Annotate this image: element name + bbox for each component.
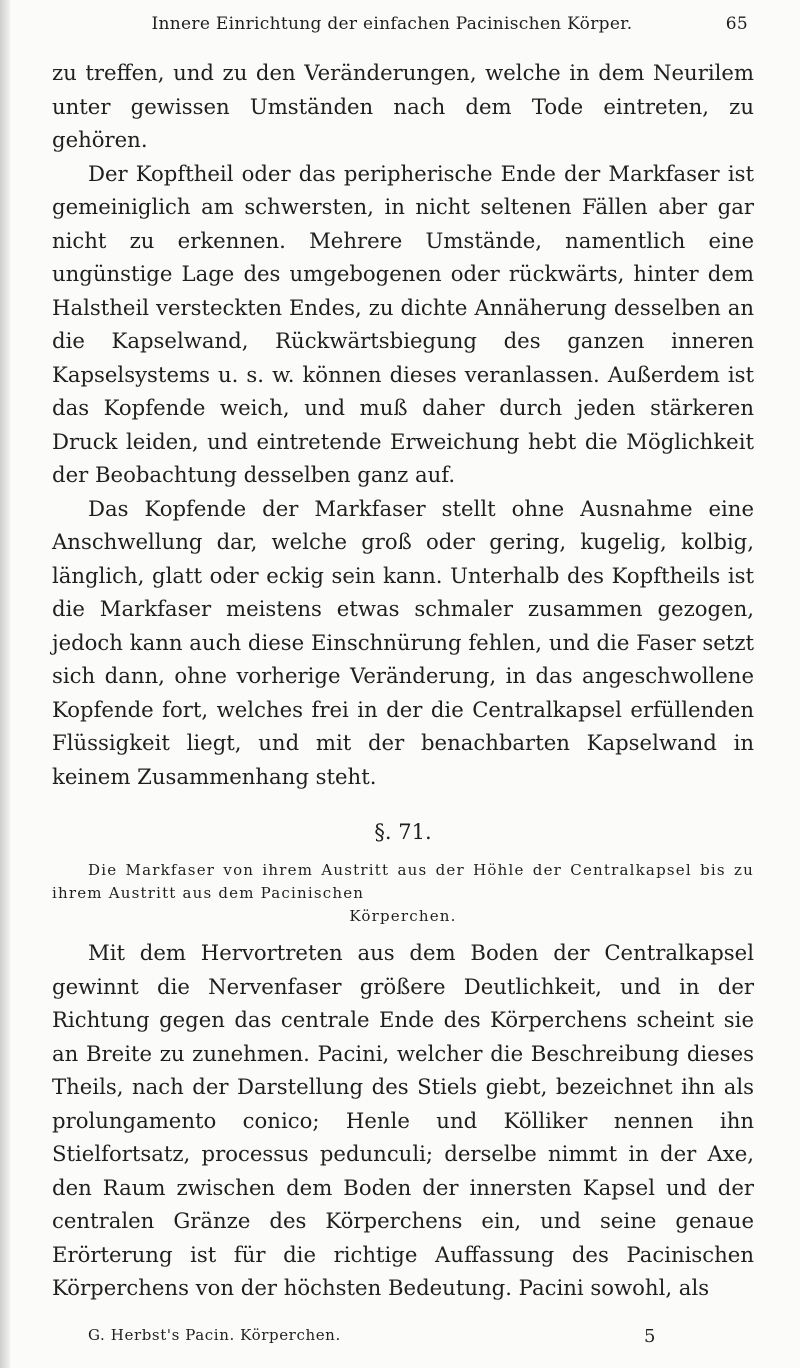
main-text — [52, 56, 754, 1305]
signature-line: G. Herbst's Pacin. Körperchen. — [88, 1326, 341, 1344]
section-summary-end: Körperchen. — [349, 907, 457, 925]
page-binding-shadow — [0, 0, 10, 1368]
signature-number: 5 — [643, 1326, 656, 1347]
section-summary-text: Die Markfaser von ihrem Austritt aus der Höhle der Centralkapsel bis zu ihrem Austritt aus dem Pacinischen — [52, 861, 754, 902]
section-summary — [52, 859, 754, 928]
page-number: 65 — [725, 14, 748, 34]
section-number: §. 71. — [374, 820, 432, 844]
section-paragraph: Mit dem Hervortreten aus dem Boden der Centralkapsel gewinnt die Nervenfaser größere Deutlichkeit, und in der Richtung gegen das centrale Ende des Körperchens scheint sie an Breite zu zunehmen. Pacini, welcher die Beschreibung dieses Theils, nach der Darstellung des Stiels giebt, bezeichnet ihn als prolungamento conico; Henle und Kölliker nennen ihn Stielfortsatz, processus pedunculi; derselbe nimmt in der Axe, den Raum zwischen dem Boden der innersten Kapsel und der centralen Gränze des Körperchens ein, und seine genaue Erörterung ist für die richtige Auffassung des Pacinischen Körperchens von der höchsten Bedeutung. Pacini sowohl, als — [52, 940, 754, 1300]
paragraph-2: Der Kopftheil oder das peripherische Ende der Markfaser ist gemeiniglich am schwersten, in nicht seltenen Fällen aber gar nicht zu erkennen. Mehrere Umstände, namentlich eine ungünstige Lage des umgebogenen oder rückwärts, hinter dem Halstheil versteckten Endes, zu dichte Annäherung desselben an die Kapselwand, Rückwärtsbiegung des ganzen inneren Kapselsystems u. s. w. können dieses veranlassen. Außerdem ist das Kopfende weich, und muß daher durch jeden stärkeren Druck leiden, und eintretende Erweichung hebt die Möglichkeit der Beobachtung desselben ganz auf. — [52, 160, 754, 487]
paragraph-3: Das Kopfende der Markfaser stellt ohne Ausnahme eine Anschwellung dar, welche groß oder gering, kugelig, kolbig, länglich, glatt oder eckig sein kann. Unterhalb des Kopftheils ist die Markfaser meistens etwas schmaler zusammen gezogen, jedoch kann auch diese Einschnürung fehlen, und die Faser setzt sich dann, ohne vorherige Veränderung, in das angeschwollene Kopfende fort, welches frei in der die Centralkapsel erfüllenden Flüssigkeit liegt, und mit der benachbarten Kapselwand in keinem Zusammenhang steht. — [52, 495, 754, 789]
page-footer — [88, 1326, 748, 1350]
running-title: Innere Einrichtung der einfachen Pacinischen Körper. — [151, 14, 633, 34]
paragraph-1: zu treffen, und zu den Veränderungen, welche in dem Neurilem unter gewissen Umständen nach dem Tode eintreten, zu gehören. — [52, 60, 754, 152]
running-header — [88, 6, 748, 36]
